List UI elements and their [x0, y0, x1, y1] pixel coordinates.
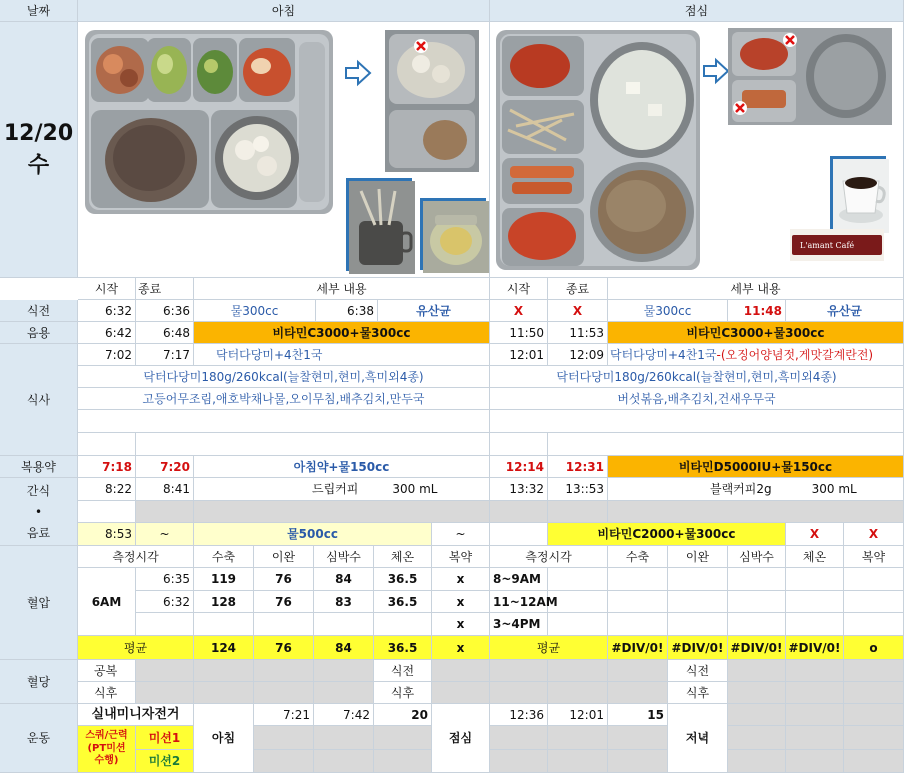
meal-b-side: 고등어무조림,애호박채나물,오이무침,배추김치,만두국 [78, 388, 490, 410]
label-glucose: 혈당 [0, 660, 78, 704]
meal-b-end: 7:17 [136, 344, 194, 366]
bp-r0-lc6 [844, 568, 904, 591]
meal-l-empty1 [490, 410, 904, 433]
bp-r2-sys [194, 613, 254, 636]
meal-l-end: 12:09 [548, 344, 608, 366]
meal-l-side: 버섯볶음,배추김치,건새우무국 [490, 388, 904, 410]
med-l-item: 비타민D5000IU+물150cc [608, 456, 904, 478]
glu-f-i [728, 660, 786, 682]
bp-avg-l-temp: #DIV/0! [786, 636, 844, 660]
glu-f-b [194, 660, 254, 682]
label-medicine: 복용약 [0, 456, 78, 478]
ex-done: 수행) [94, 755, 119, 767]
snack-r3-b-tilde: ~ [136, 523, 194, 546]
bp-avg-label: 평균 [78, 636, 194, 660]
label-bp: 혈압 [0, 546, 78, 660]
before-r1-b-time: 6:38 [316, 300, 378, 322]
ex-min: 20 [374, 704, 432, 726]
before-r1-b-start: 6:32 [78, 300, 136, 322]
snack-r1-l-amt: 300 mL [811, 482, 857, 496]
before-r1-l-start: X [490, 300, 548, 322]
bp-r1-temp: 36.5 [374, 591, 432, 613]
bp-avg-l-dia: #DIV/0! [668, 636, 728, 660]
bp-r0-temp: 36.5 [374, 568, 432, 591]
bp-h-dia: 이완 [254, 546, 314, 568]
bp-h-pulse-l: 심박수 [728, 546, 786, 568]
bp-r0-ltime: 8~9AM [490, 568, 548, 591]
bp-r1-lc5 [786, 591, 844, 613]
ex-mission2: 미션2 [136, 750, 194, 773]
glu-after-b: 식후 [374, 682, 432, 704]
bp-avg-l-sys: #DIV/0! [608, 636, 668, 660]
col-end-l: 종료 [548, 278, 608, 300]
bp-h-time: 측정시각 [78, 546, 194, 568]
bp-avg-sys: 124 [194, 636, 254, 660]
bp-h-sys-l: 수축 [608, 546, 668, 568]
bp-h-pulse: 심박수 [314, 546, 374, 568]
ex-g1 [254, 726, 314, 750]
bp-r1-lc6 [844, 591, 904, 613]
label-before-meal: 식전 [0, 300, 78, 322]
glu-a-h [608, 682, 668, 704]
med-b-start: 7:18 [78, 456, 136, 478]
bp-r1-med: x [432, 591, 490, 613]
ex-g19 [728, 750, 786, 773]
ex-g16 [728, 726, 786, 750]
header-lunch: 점심 [490, 0, 904, 22]
bp-h-med-l: 복약 [844, 546, 904, 568]
glu-a-b [194, 682, 254, 704]
label-snack: 간식 [26, 483, 51, 498]
bp-r1-lc1 [548, 591, 608, 613]
bp-r2-pulse [314, 613, 374, 636]
before-r2-b-start: 6:42 [78, 322, 136, 344]
before-r1-b-item: 물300cc [194, 300, 316, 322]
cafe-brand-label: L'amant Café [800, 241, 855, 250]
bp-r1-time: 6:32 [136, 591, 194, 613]
bp-r2-lc3 [668, 613, 728, 636]
bp-r1-pulse: 83 [314, 591, 374, 613]
bp-r0-sys: 119 [194, 568, 254, 591]
bp-r2-med: x [432, 613, 490, 636]
bp-r2-lc4 [728, 613, 786, 636]
before-r1-b-item2: 유산균 [378, 300, 490, 322]
meal-b-rice: 닥터다당미180g/260kcal(늘찰현미,현미,흑미외4종) [78, 366, 490, 388]
bp-h-temp: 체온 [374, 546, 432, 568]
bp-avg-temp: 36.5 [374, 636, 432, 660]
glu-a-a [136, 682, 194, 704]
glu-a-d [314, 682, 374, 704]
probiotic-jar-photo [420, 198, 486, 270]
bp-h-med: 복약 [432, 546, 490, 568]
snack-r1-l-end: 13::53 [548, 478, 608, 501]
col-detail-b: 세부 내용 [194, 278, 490, 300]
cafe-stick-photo [790, 229, 884, 261]
glu-f-d [314, 660, 374, 682]
date-cell [0, 22, 78, 278]
meal-b-main [194, 344, 490, 366]
ex-g12 [608, 750, 668, 773]
bp-r2-lc6 [844, 613, 904, 636]
snack-r3-b-tilde2: ~ [432, 523, 490, 546]
ex-end: 7:42 [314, 704, 374, 726]
ex-g6 [374, 750, 432, 773]
ex-g5 [314, 750, 374, 773]
ex-g20 [786, 750, 844, 773]
before-r2-l-end: 11:53 [548, 322, 608, 344]
med-l-end: 12:31 [548, 456, 608, 478]
snack-r1-l-detail [608, 478, 904, 501]
bp-h-sys: 수축 [194, 546, 254, 568]
ex-g8 [548, 726, 608, 750]
col-start-b: 시작 [78, 278, 136, 300]
label-beverage: 음료 [26, 525, 51, 540]
ex-g17 [786, 726, 844, 750]
coffee-cup-photo [830, 156, 886, 230]
meal-l-empty2b [548, 433, 904, 456]
glu-a-j [786, 682, 844, 704]
before-r2-b-item: 비타민C3000+물300cc [194, 322, 490, 344]
label-dot: • [34, 504, 43, 519]
bp-r2-lc1 [548, 613, 608, 636]
bp-avg-l-pulse: #DIV/0! [728, 636, 786, 660]
med-b-item: 아침약+물150cc [194, 456, 490, 478]
meal-l-main [608, 344, 904, 366]
ex-g21 [844, 750, 904, 773]
glu-f-f [490, 660, 548, 682]
bp-r0-lc3 [668, 568, 728, 591]
meal-l-empty2a [490, 433, 548, 456]
ex-morning: 아침 [194, 704, 254, 773]
glu-f-k [844, 660, 904, 682]
bp-r0-pulse: 84 [314, 568, 374, 591]
ex-g13 [728, 704, 786, 726]
glu-f-e [432, 660, 490, 682]
snack-r1-l-item: 블랙커피2g [710, 482, 772, 496]
snack-r3-b-start: 8:53 [78, 523, 136, 546]
med-l-start: 12:14 [490, 456, 548, 478]
bp-avg-l-med: o [844, 636, 904, 660]
ex-name: 실내미니자전거 [78, 704, 194, 726]
meal-l-main-text: 닥터다당미+4찬1국 [610, 347, 717, 362]
bp-r1-dia: 76 [254, 591, 314, 613]
ex-g7 [490, 726, 548, 750]
bp-r2-dia [254, 613, 314, 636]
glu-a-g [548, 682, 608, 704]
snack-r2-b-b [136, 501, 194, 523]
snack-r2-b-c [194, 501, 490, 523]
bp-h-dia-l: 이완 [668, 546, 728, 568]
arrow-right-icon [344, 60, 372, 86]
snack-r1-b-item: 드립커피 [312, 482, 359, 496]
meal-b-empty1 [78, 410, 490, 433]
meal-b-main-text: 닥터다당미+4찬1국 [216, 347, 323, 362]
snack-r3-l-x2: X [844, 523, 904, 546]
glu-fasting: 공복 [78, 660, 136, 682]
snack-r1-b-start: 8:22 [78, 478, 136, 501]
lunch-leftover-photo [728, 28, 892, 125]
bp-r0-lc5 [786, 568, 844, 591]
header-date: 날짜 [0, 0, 78, 22]
before-r2-l-start: 11:50 [490, 322, 548, 344]
ex-squat: 스쿼/근력 [85, 730, 128, 742]
ex-g3 [374, 726, 432, 750]
bp-avg-pulse: 84 [314, 636, 374, 660]
glu-before-l: 식전 [668, 660, 728, 682]
ex-l-start: 12:36 [490, 704, 548, 726]
bp-r2-ltime: 3~4PM [490, 613, 548, 636]
date-day: 12/20 [3, 120, 74, 146]
glu-after-l: 식후 [668, 682, 728, 704]
breakfast-leftover-photo [385, 30, 479, 172]
ex-l-min: 15 [608, 704, 668, 726]
med-b-end: 7:20 [136, 456, 194, 478]
before-r1-b-end: 6:36 [136, 300, 194, 322]
bp-r0-lc2 [608, 568, 668, 591]
snack-r1-l-start: 13:32 [490, 478, 548, 501]
ex-g2 [314, 726, 374, 750]
glu-a-e [432, 682, 490, 704]
bp-r1-lc2 [608, 591, 668, 613]
glu-f-a [136, 660, 194, 682]
glu-before-b: 식전 [374, 660, 432, 682]
ex-evening: 저녁 [668, 704, 728, 773]
snack-r2-l-b [548, 501, 608, 523]
glu-a-k [844, 682, 904, 704]
label-snack-beverage [0, 478, 78, 546]
ex-g10 [490, 750, 548, 773]
before-r1-l-end: X [548, 300, 608, 322]
ex-lunch: 점심 [432, 704, 490, 773]
col-detail-l: 세부 내용 [608, 278, 904, 300]
before-r1-l-item2: 유산균 [786, 300, 904, 322]
ex-g14 [786, 704, 844, 726]
meal-b-empty2b [136, 433, 490, 456]
arrow-right-icon [702, 58, 730, 84]
label-meal: 식사 [0, 344, 78, 456]
meal-l-extra: -(오징어양념젓,게맛갈계란전) [716, 347, 874, 362]
ex-pt: (PT미션 [87, 742, 126, 754]
ex-g15 [844, 704, 904, 726]
bp-r1-lc3 [668, 591, 728, 613]
date-weekday: 수 [27, 152, 50, 178]
bp-r0-lc1 [548, 568, 608, 591]
bp-r2-lc2 [608, 613, 668, 636]
glu-f-c [254, 660, 314, 682]
before-r1-l-time: 11:48 [728, 300, 786, 322]
header-breakfast: 아침 [78, 0, 490, 22]
bp-avg-l-label: 평균 [490, 636, 608, 660]
lunch-tray-photo [496, 30, 700, 270]
bp-r0-dia: 76 [254, 568, 314, 591]
ex-squat-cell [78, 726, 136, 773]
before-r2-b-end: 6:48 [136, 322, 194, 344]
bp-avg-dia: 76 [254, 636, 314, 660]
glu-a-c [254, 682, 314, 704]
snack-r3-b-item: 물500cc [194, 523, 432, 546]
label-exercise: 운동 [0, 704, 78, 773]
snack-r3-l-empty [490, 523, 548, 546]
glu-a-i [728, 682, 786, 704]
bp-r1-ltime: 11~12AM [490, 591, 548, 613]
meal-b-start: 7:02 [78, 344, 136, 366]
bp-r2-lc5 [786, 613, 844, 636]
label-drink: 음용 [0, 322, 78, 344]
bp-r1-lc4 [728, 591, 786, 613]
glu-f-h [608, 660, 668, 682]
bp-r1-sys: 128 [194, 591, 254, 613]
snack-r1-b-end: 8:41 [136, 478, 194, 501]
col-start-l: 시작 [490, 278, 548, 300]
snack-r1-b-detail [194, 478, 490, 501]
meal-l-rice: 닥터다당미180g/260kcal(늘찰현미,현미,흑미외4종) [490, 366, 904, 388]
glu-after: 식후 [78, 682, 136, 704]
tea-cup-photo [346, 178, 412, 271]
ex-g4 [254, 750, 314, 773]
bp-r0-time: 6:35 [136, 568, 194, 591]
bp-h-time-l: 측정시각 [490, 546, 608, 568]
before-r1-l-item: 물300cc [608, 300, 728, 322]
ex-l-end: 12:01 [548, 704, 608, 726]
col-end-b: 종료 [136, 278, 194, 300]
snack-r1-b-amt: 300 mL [392, 482, 438, 496]
snack-r3-l-x1: X [786, 523, 844, 546]
glu-f-j [786, 660, 844, 682]
glu-f-g [548, 660, 608, 682]
bp-am-label: 6AM [78, 568, 136, 636]
before-r2-l-item: 비타민C3000+물300cc [608, 322, 904, 344]
meal-b-empty2a [78, 433, 136, 456]
bp-h-temp-l: 체온 [786, 546, 844, 568]
breakfast-tray-photo [85, 30, 333, 214]
snack-r3-l-item: 비타민C2000+물300cc [548, 523, 786, 546]
ex-g18 [844, 726, 904, 750]
bp-avg-med: x [432, 636, 490, 660]
bp-r0-lc4 [728, 568, 786, 591]
ex-g11 [548, 750, 608, 773]
meal-l-start: 12:01 [490, 344, 548, 366]
ex-start: 7:21 [254, 704, 314, 726]
snack-r2-l-a [490, 501, 548, 523]
bp-r0-med: x [432, 568, 490, 591]
ex-mission1: 미션1 [136, 726, 194, 750]
glu-a-f [490, 682, 548, 704]
snack-r2-b-a [78, 501, 136, 523]
ex-g9 [608, 726, 668, 750]
bp-r2-temp [374, 613, 432, 636]
snack-r2-l-c [608, 501, 904, 523]
bp-r2-time [136, 613, 194, 636]
